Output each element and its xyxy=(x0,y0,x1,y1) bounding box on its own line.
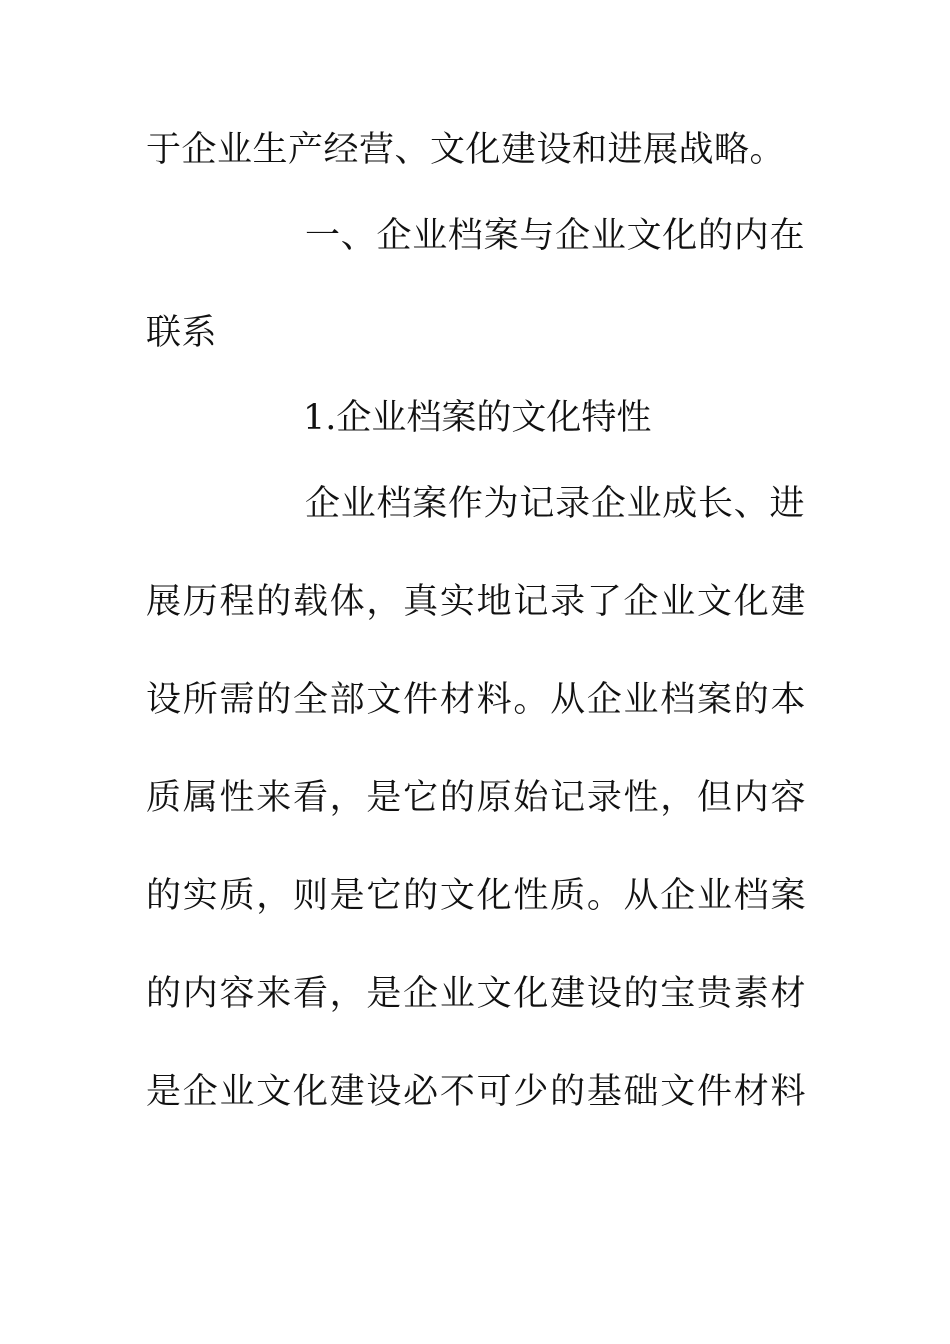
section-heading-line-1: 一、企业档案与企业文化的内在 xyxy=(305,216,805,256)
body-paragraph-line-6: 的内容来看，是企业文化建设的宝贵素材 xyxy=(146,974,806,1014)
body-paragraph-line-3: 设所需的全部文件材料。从企业档案的本 xyxy=(146,680,806,720)
body-paragraph-line-2: 展历程的载体，真实地记录了企业文化建 xyxy=(146,582,806,622)
body-paragraph-line-4: 质属性来看，是它的原始记录性，但内容 xyxy=(146,778,806,818)
body-paragraph-line-5: 的实质，则是它的文化性质。从企业档案 xyxy=(146,876,806,916)
section-heading-line-2: 联系 xyxy=(146,313,218,353)
paragraph-continuation-line: 于企业生产经营、文化建设和进展战略。 xyxy=(146,130,786,170)
subsection-heading: 1.企业档案的文化特性 xyxy=(303,398,652,438)
body-paragraph-line-7: 是企业文化建设必不可少的基础文件材料 xyxy=(146,1072,806,1112)
body-paragraph-line-1: 企业档案作为记录企业成长、进 xyxy=(305,484,805,524)
